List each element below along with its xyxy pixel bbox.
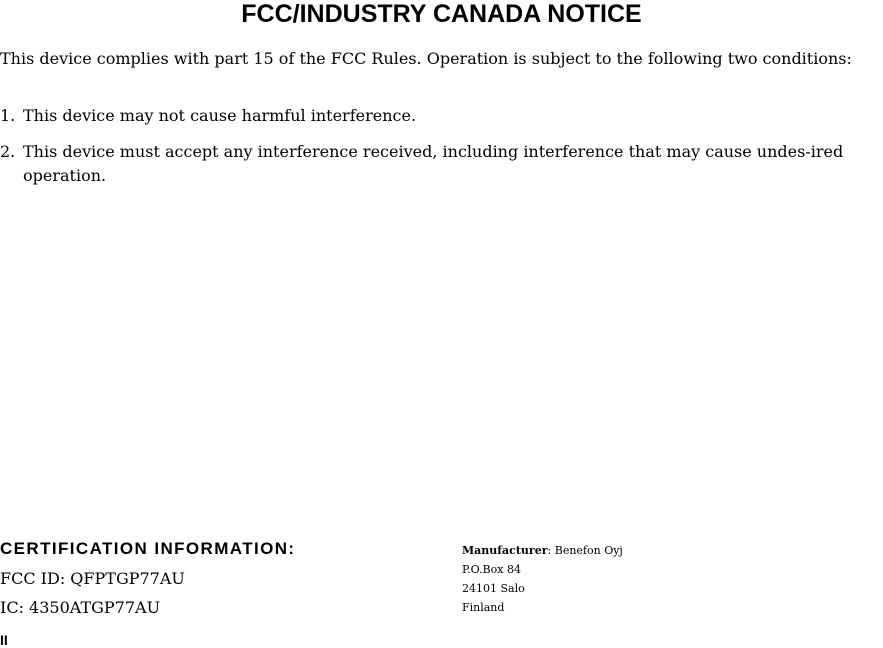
condition-text: This device must accept any interference received, including interference that may cause undes-ired operation. — [23, 142, 844, 185]
manufacturer-name: Benefon Oyj — [554, 544, 623, 557]
condition-item — [0, 104, 880, 128]
page-title: FCC/INDUSTRY CANADA NOTICE — [241, 0, 642, 28]
condition-text: This device may not cause harmful interference. — [23, 106, 417, 125]
address-line: P.O.Box 84 — [462, 563, 521, 576]
condition-number: 2. — [0, 142, 16, 161]
fcc-id: FCC ID: QFPTGP77AU — [0, 569, 185, 588]
address-line: 24101 Salo — [462, 582, 525, 595]
page-number: II — [0, 632, 8, 648]
manufacturer-block — [462, 541, 623, 617]
manufacturer-label: Manufacturer — [462, 544, 548, 557]
address-line: Finland — [462, 601, 505, 614]
certification-heading: CERTIFICATION INFORMATION: — [0, 539, 296, 558]
condition-item — [0, 140, 880, 188]
conditions-list — [0, 104, 880, 200]
ic-id: IC: 4350ATGP77AU — [0, 598, 161, 617]
manufacturer-line: Manufacturer: Benefon Oyj — [462, 544, 623, 557]
notice-intro: This device complies with part 15 of the FCC Rules. Operation is subject to the following two conditions: — [0, 49, 852, 68]
condition-number: 1. — [0, 106, 16, 125]
